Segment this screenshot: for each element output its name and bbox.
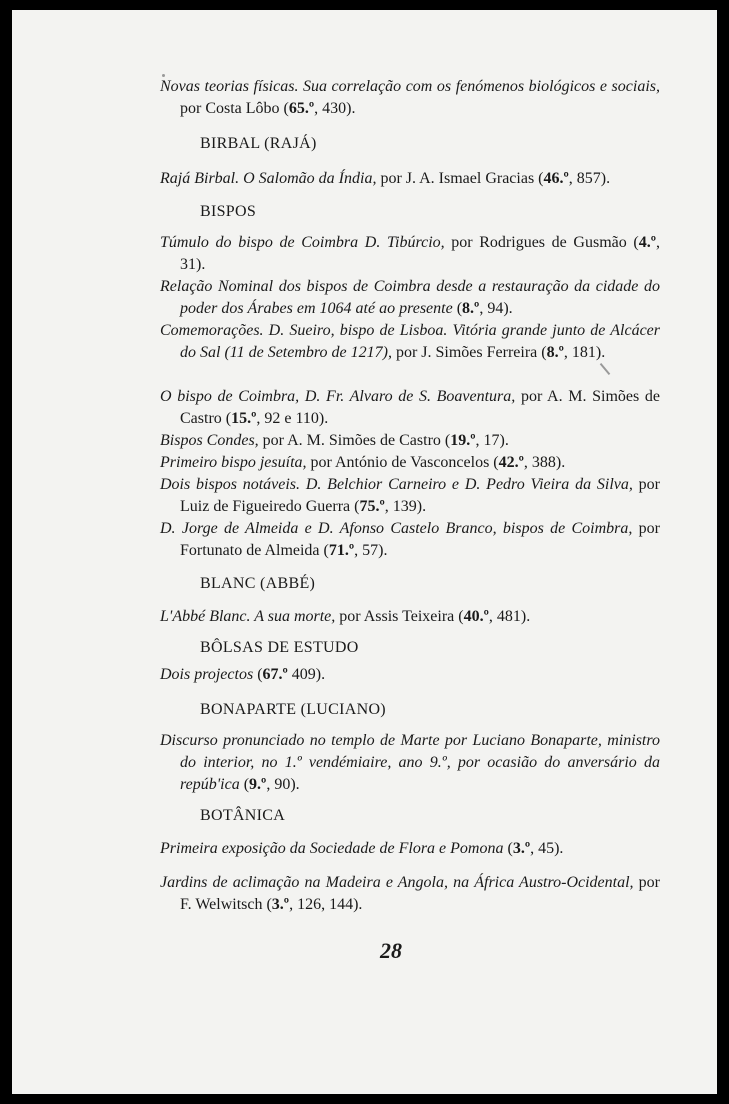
entry-primeiro-bispo: Primeiro bispo jesuíta, por António de Vasconcelos (42.º, 388). — [160, 454, 566, 471]
entry-abbe-blanc: L'Abbé Blanc. A sua morte, por Assis Teixeira (40.º, 481). — [160, 608, 531, 625]
heading-bolsas: BÔLSAS DE ESTUDO — [200, 639, 359, 656]
entry-raja-birbal: Rajá Birbal. O Salomão da Índia, por J. A. Ismael Gracias (46.º, 857). — [160, 170, 611, 187]
heading-bispos: BISPOS — [200, 203, 257, 220]
page-number: 28 — [380, 938, 402, 963]
entry-tumulo-bispo: Túmulo do bispo de Coimbra D. Tibúrcio, por Rodrigues de Gusmão (4.º, 31). — [160, 234, 661, 273]
heading-blanc: BLANC (ABBÉ) — [200, 575, 316, 592]
entry-bispo-coimbra: O bispo de Coimbra, D. Fr. Alvaro de S. Boaventura, por A. M. Simões de Castro (15.º, 92 e 110). — [160, 388, 661, 427]
heading-birbal: BIRBAL (RAJÁ) — [200, 135, 317, 152]
heading-botanica: BOTÂNICA — [200, 807, 286, 824]
entry-relacao-nominal: Relação Nominal dos bispos de Coimbra desde a restauração da cidade do poder dos Árabes em 1064 até ao presente (8.º, 94). — [160, 278, 660, 317]
book-page — [12, 10, 717, 1094]
entry-jorge-almeida: D. Jorge de Almeida e D. Afonso Castelo Branco, bispos de Coimbra, por Fortunato de Almeida (71.º, 57). — [160, 520, 661, 559]
paper-mark — [600, 363, 611, 375]
entry-dois-bispos: Dois bispos notáveis. D. Belchior Carneiro e D. Pedro Vieira da Silva, por Luiz de Figueiredo Guerra (75.º, 139). — [160, 476, 660, 515]
entry-jardins-aclimacao: Jardins de aclimação na Madeira e Angola, na África Austro-Ocidental, por F. Welwitsch (3.º, 126, 144). — [160, 874, 660, 913]
entry-comemoracoes: Comemorações. D. Sueiro, bispo de Lisboa. Vitória grande junto de Alcácer do Sal (11 de Setembro de 1217), por J. Simões Ferreira (8.º, 181). — [160, 322, 660, 361]
entry-bispos-condes: Bispos Condes, por A. M. Simões de Castro (19.º, 17). — [160, 432, 509, 449]
heading-bonaparte: BONAPARTE (LUCIANO) — [200, 701, 386, 718]
entry-novas-teorias: Novas teorias físicas. Sua correlação com os fenómenos biológicos e sociais, por Costa Lôbo (65.º, 430). — [160, 78, 660, 117]
entry-discurso: Discurso pronunciado no templo de Marte por Luciano Bonaparte, ministro do interior, no 1.º vendémiaire, ano 9.º, por ocasião do anversário da repúb'ica (9.º, 90). — [160, 732, 660, 793]
entry-dois-projectos: Dois projectos (67.º 409). — [160, 666, 326, 683]
entry-primeira-exposicao: Primeira exposição da Sociedade de Flora e Pomona (3.º, 45). — [160, 840, 564, 857]
